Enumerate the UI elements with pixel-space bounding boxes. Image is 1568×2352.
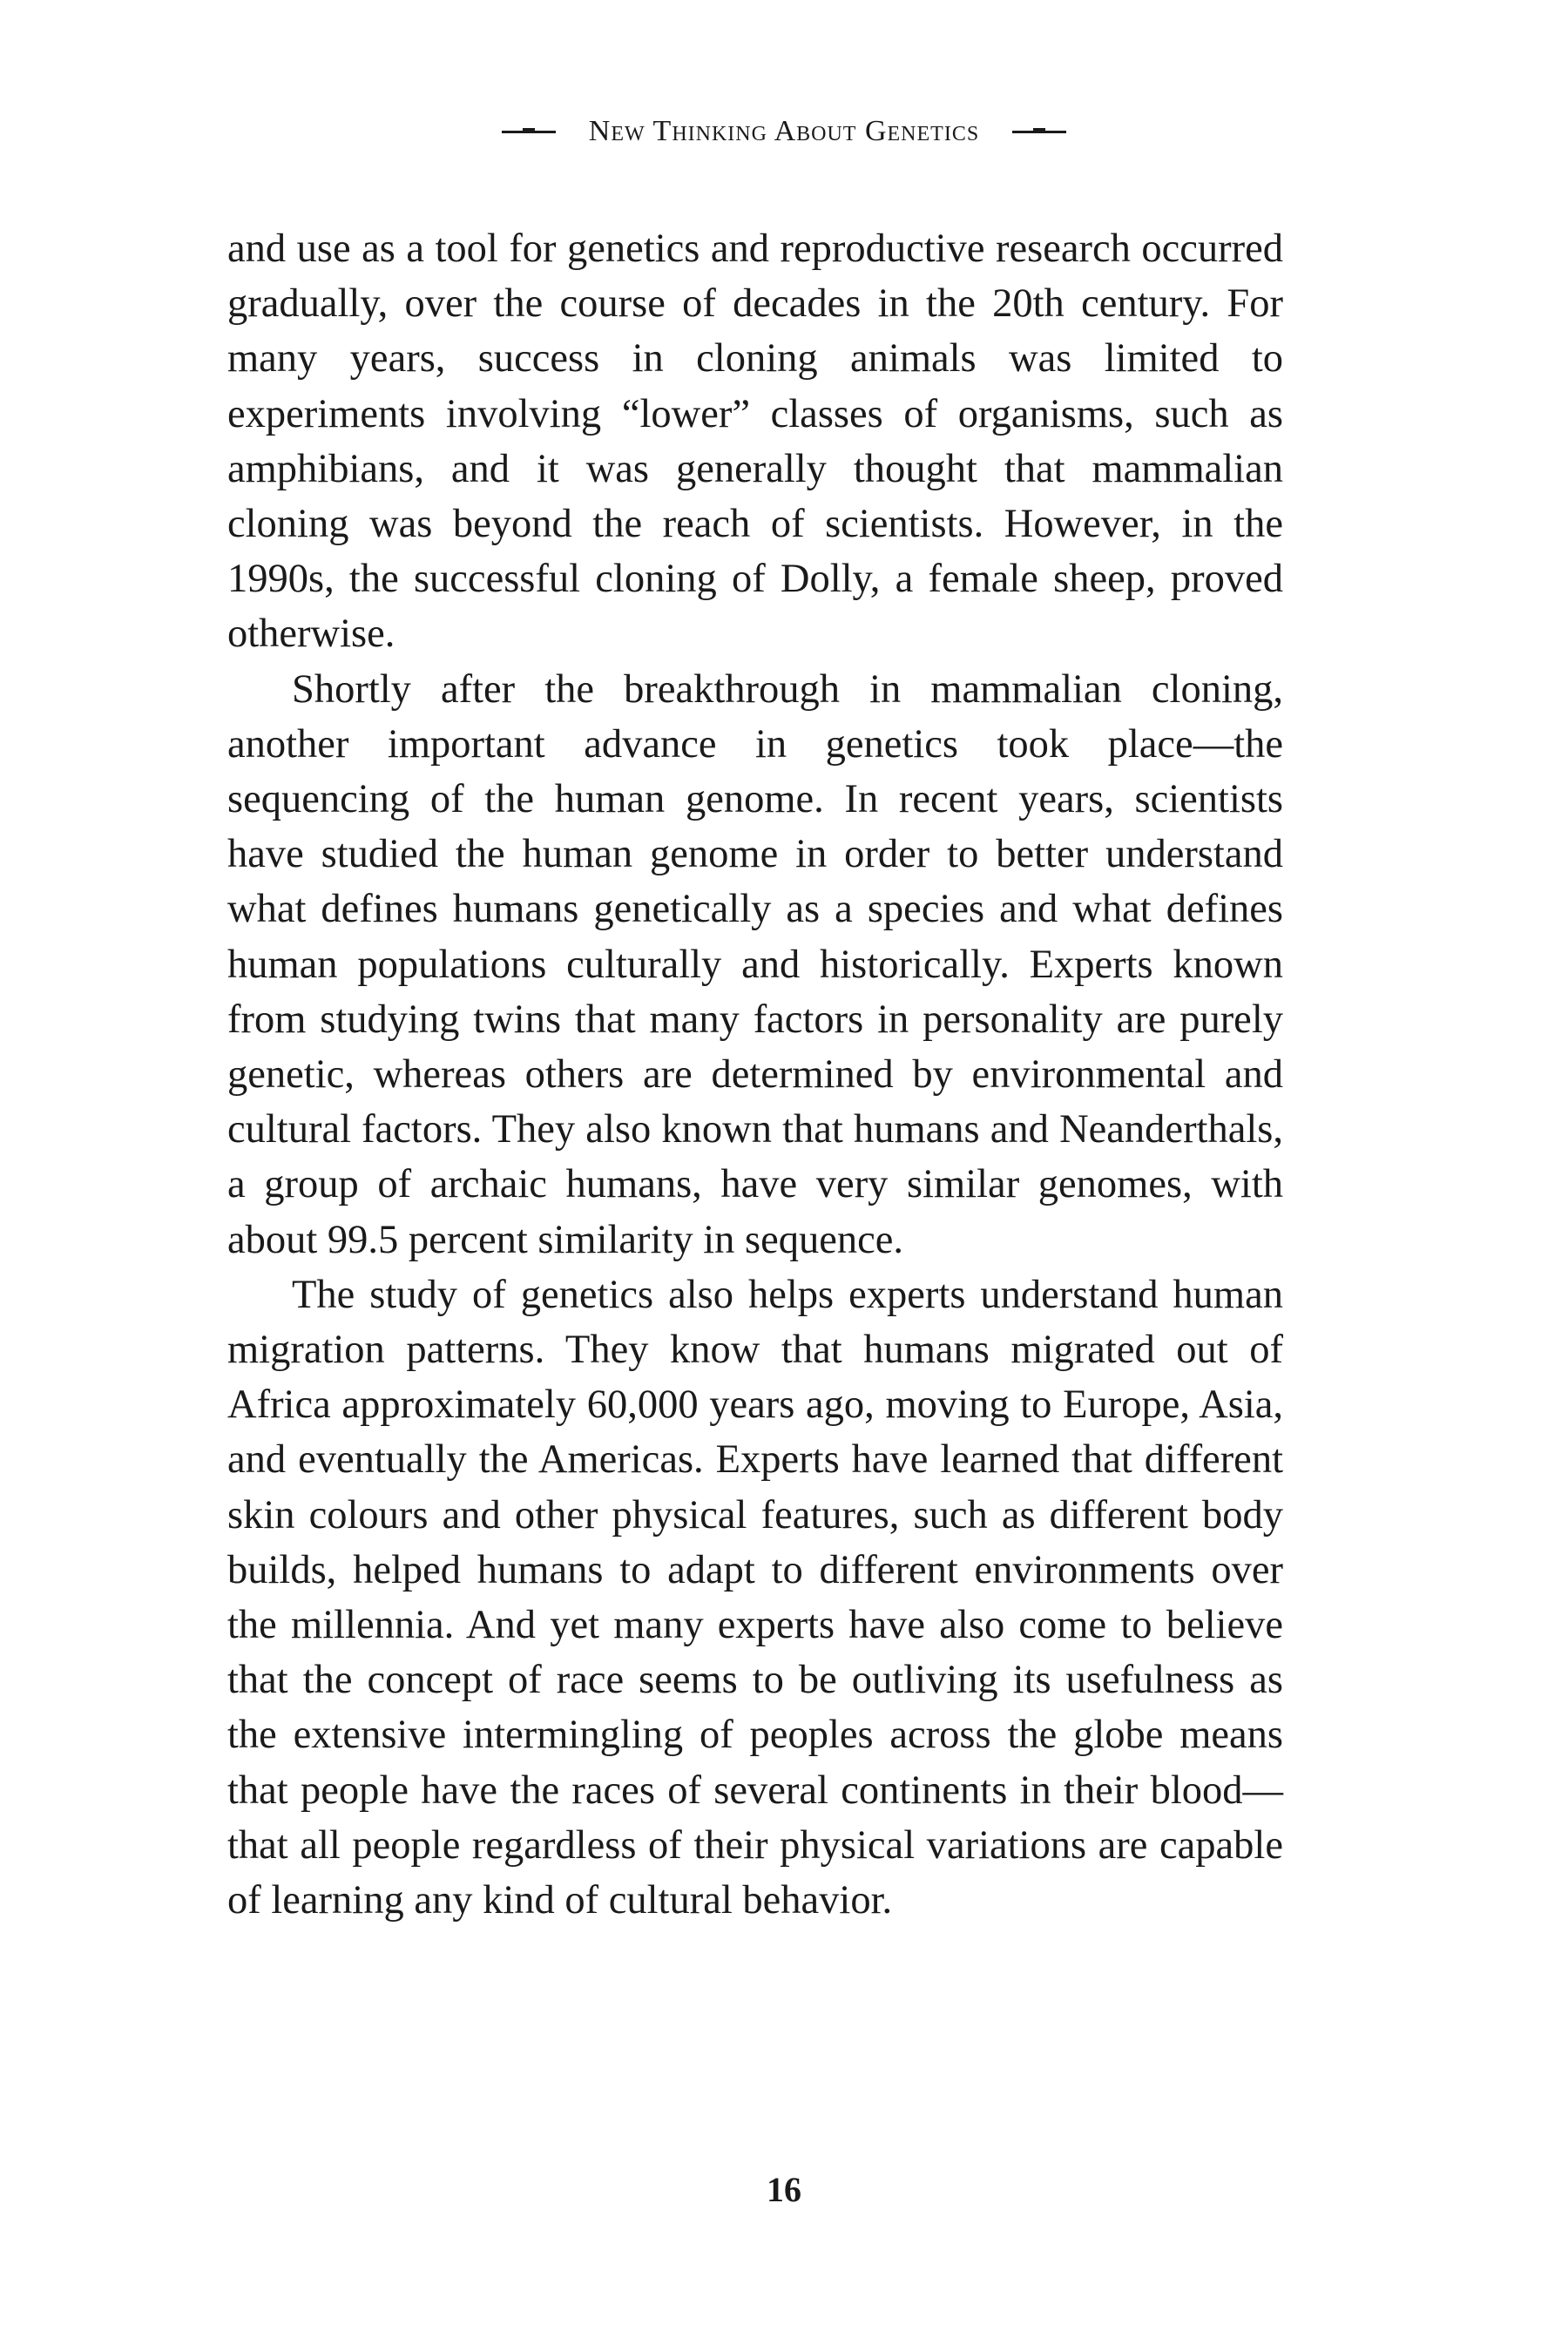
paragraph-continued: and use as a tool for genetics and reproductive research occurred gradually, over the course of decades in the 20th century. For many years, success in cloning animals was limited to experiments involving “lower” classes of organisms, such as amphibians, and it was generally thought that mammalian cloning was beyond the reach of scientists. However, in the 1990s, the successful cloning of Dolly, a female sheep, proved otherwise. — [227, 226, 1283, 657]
paragraph-genome-sequencing: Shortly after the breakthrough in mammalian cloning, another important advance in genetics took place—the sequencing of the human genome. In recent years, scientists have studied the human genome in order to better understand what defines humans genetically as a species and what defines human populations culturally and historically. Experts known from studying twins that many factors in personality are purely genetic, whereas others are determined by environmental and cultural factors. They also known that humans and Neanderthals, a group of archaic humans, have very similar genomes, with about 99.5 percent similarity in sequence. — [227, 666, 1283, 1262]
body-text — [227, 221, 1283, 1928]
page-number: 16 — [767, 2170, 801, 2209]
running-header — [0, 115, 1568, 148]
left-ornament-rule — [502, 131, 556, 133]
running-title: New Thinking About Genetics — [588, 115, 980, 147]
paragraph-migration: The study of genetics also helps experts understand human migration patterns. They know that humans migrated out of Africa approximately 60,000 years ago, moving to Europe, Asia, and eventually the Americas. Experts have learned that different skin colours and other physical features, such as different body builds, helped humans to adapt to different environments over the millennia. And yet many experts have also come to believe that the concept of race seems to be outliving its usefulness as the extensive intermingling of peoples across the globe means that people have the races of several continents in their blood—that all people regardless of their physical variations are capable of learning any kind of cultural behavior. — [227, 1272, 1283, 1923]
right-ornament-rule — [1012, 131, 1066, 133]
